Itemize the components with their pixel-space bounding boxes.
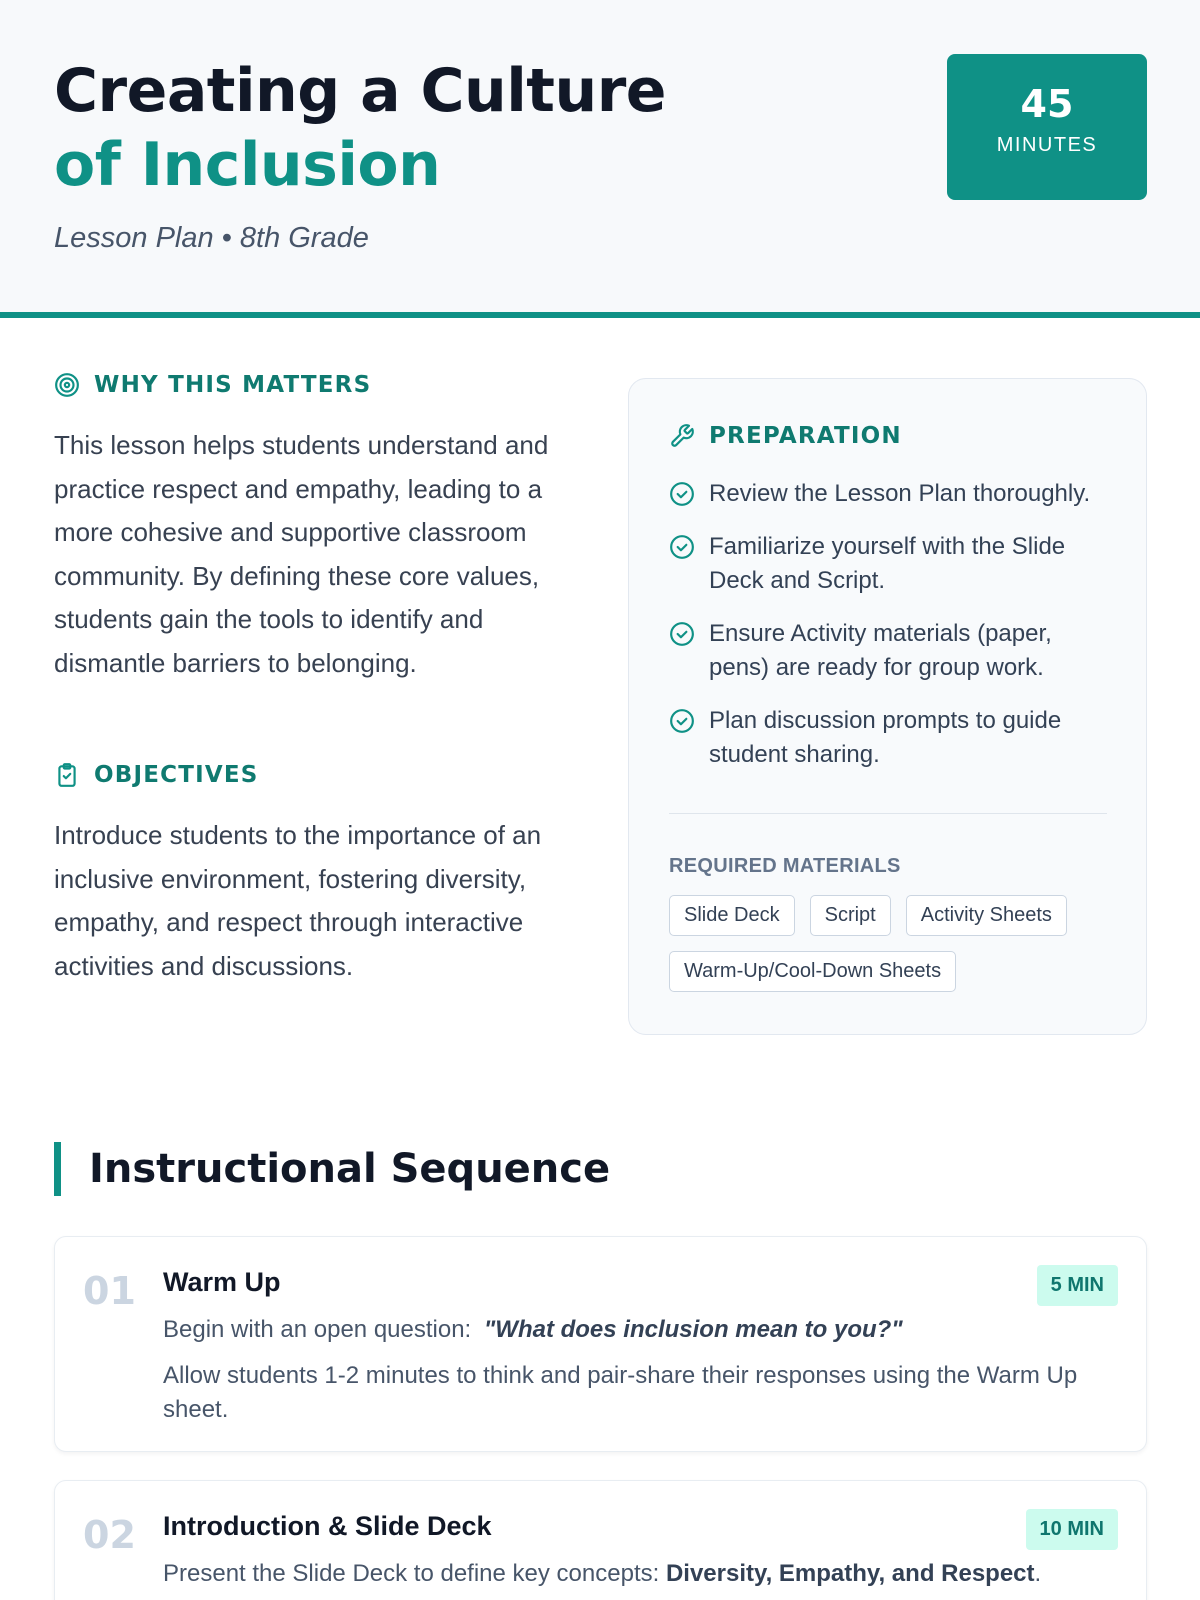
- material-chip: Warm-Up/Cool-Down Sheets: [669, 951, 956, 992]
- materials-label: REQUIRED MATERIALS: [669, 855, 901, 877]
- lesson-header: [0, 0, 1200, 318]
- material-chip: Activity Sheets: [906, 895, 1067, 936]
- objectives-text: Introduce students to the importance of an inclusive environment, fostering diversity, empathy, and respect through interactive activities and discussions.: [54, 820, 542, 981]
- preparation-card: [628, 378, 1147, 1035]
- sequence-step: [54, 1480, 1147, 1600]
- step-intro-text: Present the Slide Deck to define key concepts:: [163, 1560, 660, 1587]
- objectives-heading-label: OBJECTIVES: [94, 762, 259, 788]
- step-title: Introduction & Slide Deck: [163, 1511, 492, 1541]
- lesson-title: [54, 54, 814, 202]
- step-body: [163, 1557, 1121, 1600]
- target-icon: [54, 372, 80, 398]
- clipboard-check-icon: [54, 762, 80, 788]
- materials-list: [669, 895, 1114, 992]
- step-number: 02: [83, 1513, 136, 1557]
- preparation-item: [669, 477, 1109, 511]
- sequence-heading: Instructional Sequence: [54, 1142, 610, 1196]
- lesson-title-line2: of Inclusion: [54, 130, 441, 200]
- check-circle-icon: [669, 481, 695, 507]
- step-end: .: [1034, 1560, 1042, 1587]
- objectives-heading: [54, 762, 259, 788]
- step-body: [163, 1313, 1121, 1439]
- step-number: 01: [83, 1269, 136, 1313]
- preparation-item-text: Review the Lesson Plan thoroughly.: [709, 480, 1091, 507]
- step-duration-badge: 5 MIN: [1037, 1265, 1118, 1306]
- preparation-item: [669, 530, 1109, 598]
- step-detail: Allow students 1-2 minutes to think and pair-share their responses using the Warm Up sheet.: [163, 1362, 1078, 1423]
- preparation-item: [669, 704, 1109, 772]
- step-duration-badge: 10 MIN: [1026, 1509, 1118, 1550]
- step-quote: "What does inclusion mean to you?": [483, 1316, 903, 1343]
- step-title: Warm Up: [163, 1267, 281, 1297]
- preparation-heading-label: PREPARATION: [709, 423, 902, 449]
- check-circle-icon: [669, 621, 695, 647]
- why-text: This lesson helps students understand and practice respect and empathy, leading to a more cohesive and supportive classroom community. By defining these core values, students gain the tools to identify and dismantle barriers to belonging.: [54, 430, 549, 678]
- step-emphasis: Diversity, Empathy, and Respect: [665, 1560, 1035, 1587]
- preparation-item-text: Plan discussion prompts to guide student sharing.: [709, 707, 1062, 768]
- lesson-subtitle: Lesson Plan • 8th Grade: [54, 222, 369, 254]
- preparation-item-text: Familiarize yourself with the Slide Deck and Script.: [709, 533, 1066, 594]
- step-intro: [163, 1313, 1121, 1347]
- duration-badge: [947, 54, 1147, 200]
- step-intro: [163, 1557, 1121, 1591]
- preparation-item-text: Ensure Activity materials (paper, pens) are ready for group work.: [709, 620, 1052, 681]
- wrench-icon: [669, 423, 695, 449]
- sequence-step: [54, 1236, 1147, 1452]
- step-intro-text: Begin with an open question:: [163, 1316, 472, 1343]
- preparation-list: [669, 477, 1109, 791]
- check-circle-icon: [669, 708, 695, 734]
- preparation-item: [669, 617, 1109, 685]
- why-heading: [54, 372, 371, 398]
- lesson-title-line1: Creating a Culture: [54, 56, 666, 126]
- preparation-heading: [669, 423, 902, 449]
- duration-value: 45: [1020, 82, 1074, 126]
- material-chip: Script: [810, 895, 891, 936]
- check-circle-icon: [669, 534, 695, 560]
- preparation-divider: [669, 813, 1107, 814]
- duration-unit: MINUTES: [996, 134, 1098, 156]
- material-chip: Slide Deck: [669, 895, 795, 936]
- why-heading-label: WHY THIS MATTERS: [94, 372, 372, 398]
